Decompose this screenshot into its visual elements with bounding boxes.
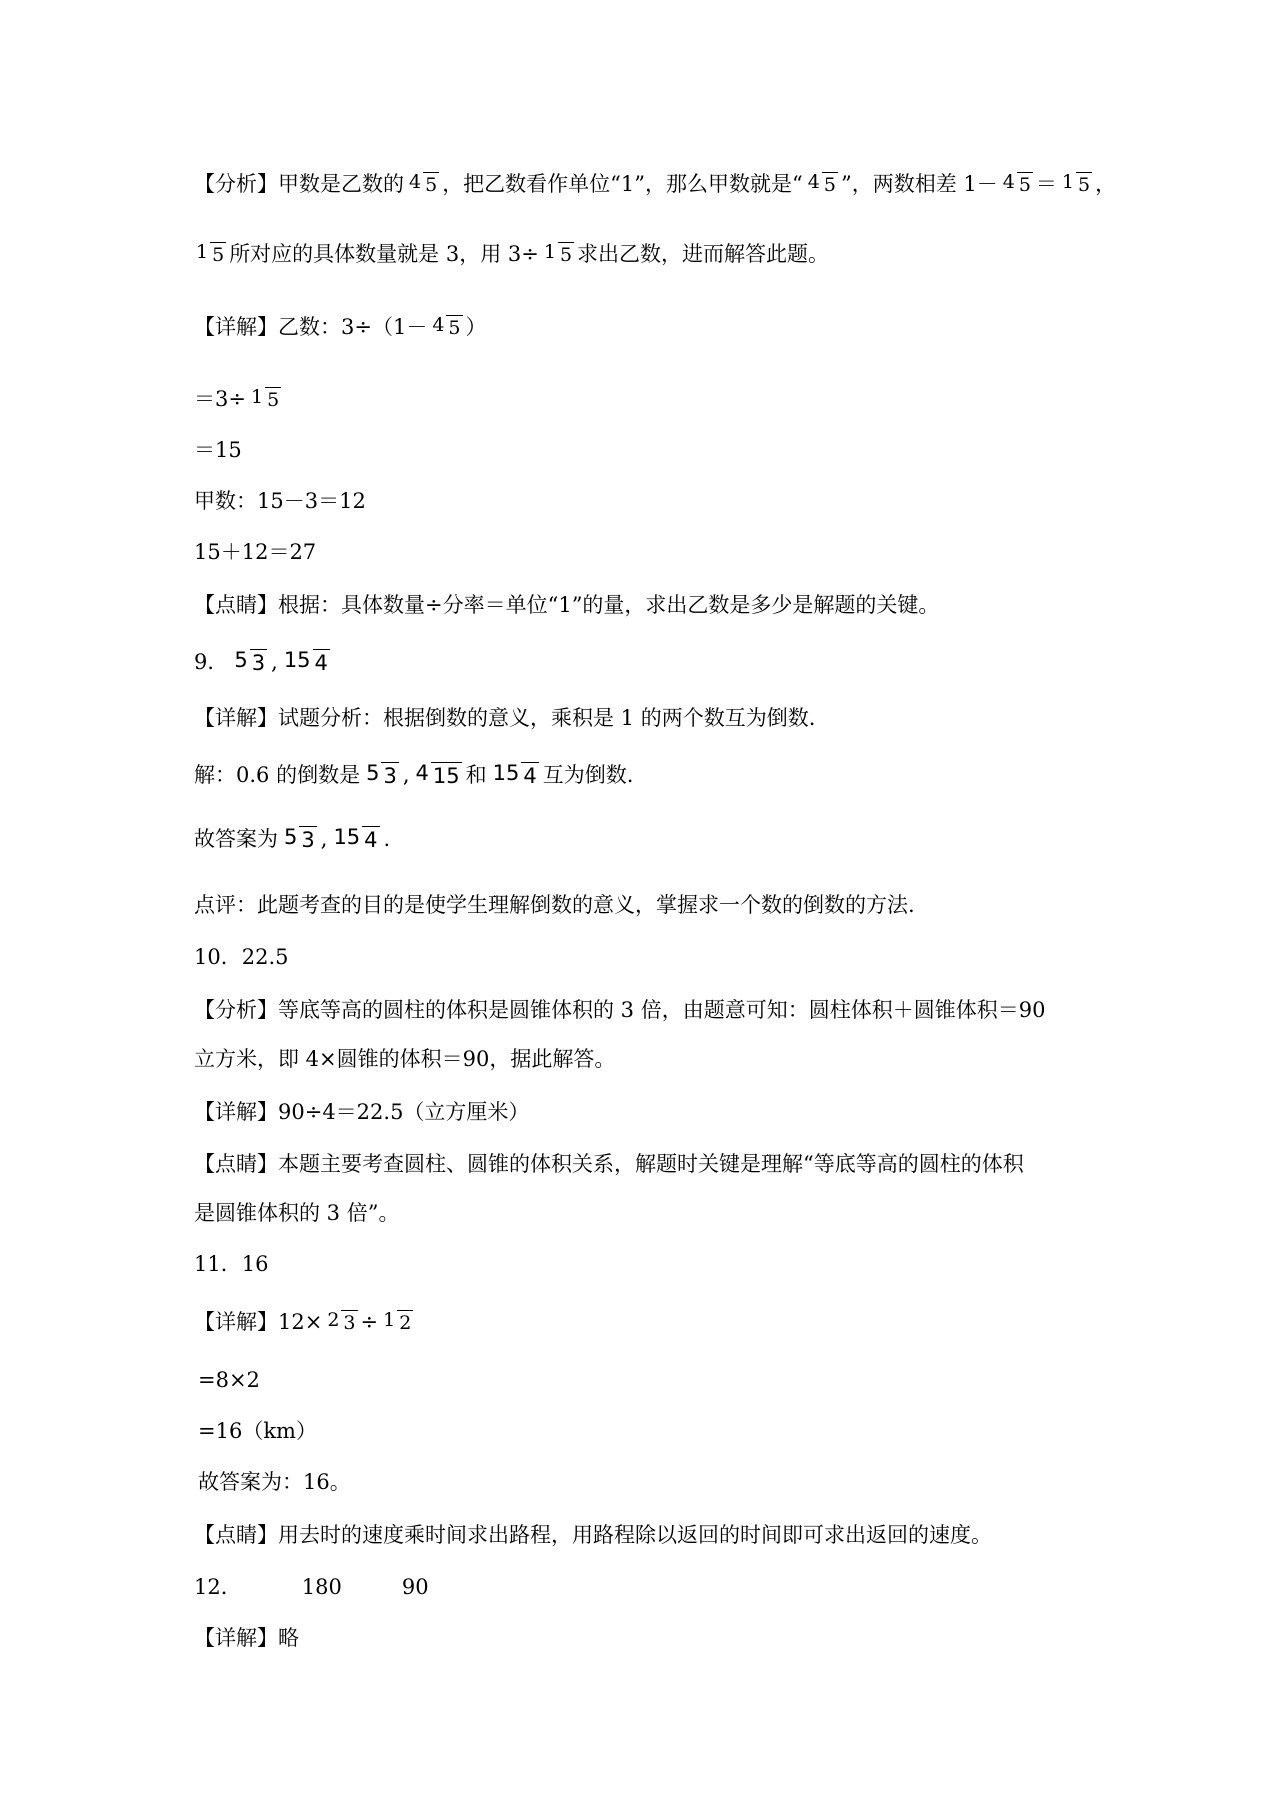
fraction: 1 5	[196, 240, 225, 266]
q9-answer-summary	[194, 822, 390, 854]
text: ，把乙数看作单位“1”，那么甲数就是“	[442, 171, 803, 196]
q11-step3: 故答案为：16。	[198, 1470, 351, 1494]
detail-label: 【详解】	[194, 705, 278, 730]
text: 试题分析：根据倒数的意义，乘积是 1 的两个数互为倒数.	[278, 705, 816, 730]
detail-label: 【详解】	[194, 1099, 278, 1124]
fraction: 4 5	[1002, 170, 1031, 196]
separator: ,	[320, 826, 328, 851]
text: 互为倒数.	[542, 762, 634, 787]
q9-review: 点评：此题考查的目的是使学生理解倒数的意义，掌握求一个数的倒数的方法.	[194, 893, 915, 917]
fraction: 5 3	[366, 760, 397, 788]
q10-detail	[194, 1095, 529, 1127]
text: 90÷4＝22.5（立方厘米）	[278, 1099, 530, 1124]
q11-comment	[194, 1518, 992, 1550]
fraction: 4 5	[432, 313, 461, 339]
fraction: 5 3	[284, 824, 315, 852]
fraction: 1 2	[383, 1308, 412, 1334]
text: ＝	[1035, 171, 1057, 196]
q8-analysis-line2	[194, 237, 829, 269]
detail-label: 【详解】	[194, 1309, 278, 1334]
q12-detail	[194, 1621, 299, 1653]
q10-header: 10．22.5	[194, 945, 289, 969]
text: 解：0.6 的倒数是	[194, 762, 361, 787]
fraction: 4 5	[409, 170, 438, 196]
detail-label: 【详解】	[194, 314, 278, 339]
q10-analysis-line1	[194, 993, 1045, 1025]
text: 所对应的具体数量就是 3，用 3÷	[229, 241, 539, 266]
question-number: 12．	[194, 1574, 242, 1599]
question-number: 9．	[194, 649, 229, 674]
text: 求出乙数，进而解答此题。	[577, 241, 830, 266]
q10-analysis-line2: 立方米，即 4×圆锥的体积＝90，据此解答。	[194, 1047, 616, 1071]
analysis-label: 【分析】	[194, 997, 278, 1022]
fraction: 1 5	[250, 385, 280, 411]
answer-value: 180	[301, 1574, 342, 1599]
text: 12×	[278, 1309, 323, 1334]
text: 甲数是乙数的	[278, 171, 404, 196]
fraction: 15 4	[492, 760, 537, 788]
fraction: 1 5	[1061, 170, 1091, 196]
q11-header: 11．16	[194, 1252, 269, 1276]
q8-detail-line4: 甲数：15－3＝12	[194, 489, 366, 513]
text: ÷	[360, 1309, 379, 1334]
comment-label: 【点睛】	[194, 1522, 278, 1547]
q9-detail	[194, 701, 815, 733]
q10-comment-line2: 是圆锥体积的 3 倍”。	[194, 1201, 400, 1225]
fraction: 15 4	[333, 824, 378, 852]
q12-answer	[194, 1570, 429, 1602]
fraction: 4 5	[807, 170, 836, 196]
fraction: 2 3	[327, 1308, 356, 1334]
text: 根据：具体数量÷分率＝单位“1”的量，求出乙数是多少是解题的关键。	[278, 592, 940, 617]
q8-detail-line1	[194, 310, 487, 342]
q10-comment-line1	[194, 1147, 1024, 1179]
text: ）	[465, 314, 487, 339]
q8-comment	[194, 588, 939, 620]
fraction: 4 15	[415, 760, 460, 788]
text: 乙数：3÷（1－	[278, 314, 428, 339]
q8-detail-line3: ＝15	[194, 438, 242, 462]
comment-label: 【点睛】	[194, 1151, 278, 1176]
q9-solution	[194, 758, 633, 790]
text: ＝3÷	[194, 386, 246, 411]
text: 略	[278, 1625, 299, 1650]
analysis-label: 【分析】	[194, 171, 278, 196]
comment-label: 【点睛】	[194, 592, 278, 617]
text: 用去时的速度乘时间求出路程，用路程除以返回的时间即可求出返回的速度。	[278, 1522, 992, 1547]
text: ，	[1095, 171, 1117, 196]
text: 故答案为	[194, 826, 278, 851]
q8-detail-line2	[194, 382, 284, 414]
detail-label: 【详解】	[194, 1625, 278, 1650]
fraction: 15 4	[283, 647, 328, 675]
q8-analysis-line1	[194, 167, 1116, 199]
q9-answer	[194, 645, 334, 677]
text: 和	[465, 762, 487, 787]
q11-step2: =16（km）	[198, 1419, 317, 1443]
text: ”，两数相差 1－	[840, 171, 998, 196]
text: 等底等高的圆柱的体积是圆锥体积的 3 倍，由题意可知：圆柱体积＋圆锥体积＝90	[278, 997, 1046, 1022]
fraction: 5 3	[234, 647, 266, 675]
separator: ,	[271, 649, 278, 674]
q11-step1: =8×2	[198, 1368, 260, 1392]
q8-detail-line5: 15＋12＝27	[194, 540, 317, 564]
fraction: 1 5	[543, 240, 573, 266]
text: .	[383, 826, 391, 851]
q11-detail	[194, 1305, 416, 1337]
text: 本题主要考查圆柱、圆锥的体积关系，解题时关键是理解“等底等高的圆柱的体积	[278, 1151, 1024, 1176]
separator: ,	[402, 762, 410, 787]
answer-value: 90	[401, 1574, 429, 1599]
